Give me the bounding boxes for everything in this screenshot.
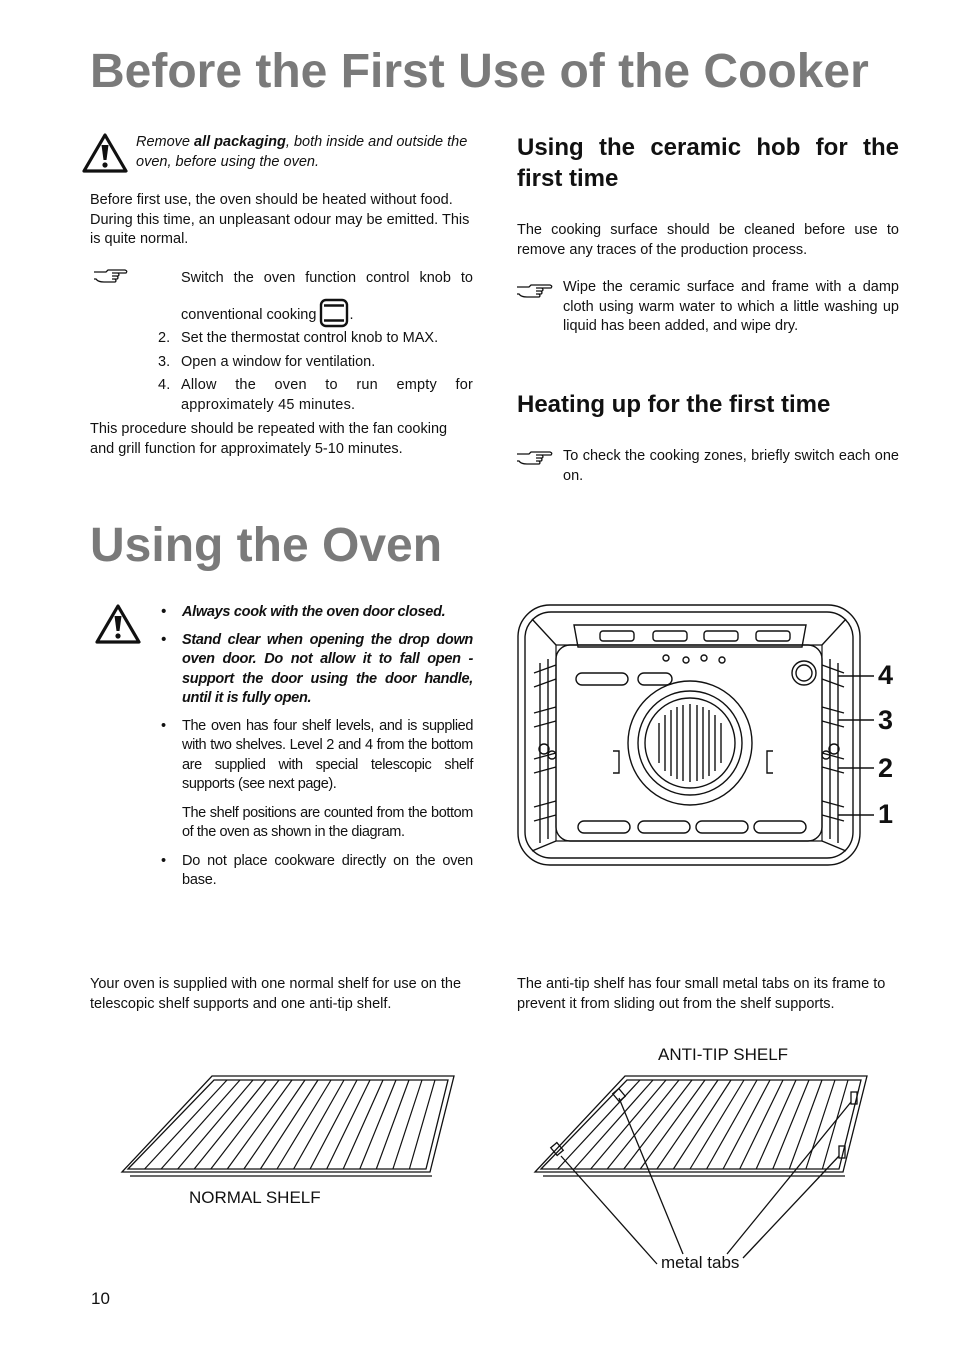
shelf-wire xyxy=(690,1080,744,1169)
step-4: 4. Allow the oven to run empty for approximately 45 minutes. xyxy=(158,377,473,413)
page-title-first-use: Before the First Use of the Cooker xyxy=(90,45,869,98)
bullet-cookware: • Do not place cookware directly on the oven base. xyxy=(161,852,473,888)
shelf-wire xyxy=(227,1080,292,1169)
ceramic-hob-body: The cooking surface should be cleaned before use to remove any traces of the production process. xyxy=(517,222,899,258)
pointing-hand-icon xyxy=(515,282,555,302)
shelf-wire xyxy=(393,1080,422,1169)
step-1-line1: Switch the oven function control knob to xyxy=(181,270,473,286)
shelf-wire xyxy=(806,1080,835,1169)
antitip-shelf-description: The anti-tip shelf has four small metal tabs on its frame to prevent it from sliding out from the shelf supports. xyxy=(517,976,886,1012)
bullet-door-closed: • Always cook with the oven door closed. xyxy=(161,604,446,620)
shelf-wire xyxy=(773,1080,809,1169)
shelf-wire xyxy=(409,1080,435,1169)
bullet-stand-clear: • Stand clear when opening the drop down oven door. Do not allow it to fall open - support the door using the door handle, until it is fully open. xyxy=(161,631,473,706)
normal-shelf-description: Your oven is supplied with one normal shelf for use on the telescopic shelf supports and one anti-tip shelf. xyxy=(90,976,462,1012)
shelf-level-4: 4 xyxy=(878,660,894,690)
shelf-wire xyxy=(657,1080,718,1169)
step-3: 3. Open a window for ventilation. xyxy=(158,353,376,370)
shelf-wire xyxy=(294,1080,344,1169)
ceramic-hob-tip: Wipe the ceramic surface and frame with a damp cloth using warm water to which a little washing up liquid has been added, and wipe dry. xyxy=(563,279,899,334)
antitip-shelf-label: ANTI-TIP SHELF xyxy=(658,1045,789,1064)
step-2: 2. Set the thermostat control knob to MAX. xyxy=(158,330,439,346)
shelf-level-1: 1 xyxy=(878,799,894,829)
shelf-wire xyxy=(277,1080,331,1169)
shelf-level-2: 2 xyxy=(878,753,894,783)
pointing-hand-icon xyxy=(515,449,555,469)
shelf-wire xyxy=(789,1080,822,1169)
shelf-wire xyxy=(194,1080,266,1169)
oven-safety-list xyxy=(160,603,473,891)
shelf-wire xyxy=(707,1080,757,1169)
heating-up-tip: To check the cooking zones, briefly switch each one on. xyxy=(563,448,899,484)
ceramic-hob-heading: Using the ceramic hob for the first time xyxy=(517,134,899,192)
shelf-wire xyxy=(822,1080,848,1169)
page-title-using-oven: Using the Oven xyxy=(90,519,443,572)
first-use-steps-cont xyxy=(90,329,473,415)
shelf-wire xyxy=(640,1080,705,1169)
shelf-wire xyxy=(376,1080,409,1169)
shelf-wire xyxy=(360,1080,396,1169)
warning-triangle-icon xyxy=(95,604,141,644)
warning-triangle-icon xyxy=(82,133,128,173)
antitip-shelf-illustration xyxy=(533,1072,873,1277)
bullet-shelf-levels: • The oven has four shelf levels, and is supplied with two shelves. Level 2 and 4 from the bottom are supplied with special telescopic shelf supports (see next page). xyxy=(161,717,473,792)
page-number: 10 xyxy=(91,1289,110,1308)
normal-shelf-label: NORMAL SHELF xyxy=(189,1188,321,1207)
heating-up-heading: Heating up for the first time xyxy=(517,391,831,418)
step-1-body xyxy=(181,269,473,321)
shelf-positions-note: The shelf positions are counted from the bottom of the oven as shown in the diagram. xyxy=(182,804,473,840)
step-1-line2: conventional cooking . xyxy=(181,298,473,335)
shelf-wire xyxy=(244,1080,305,1169)
shelf-level-3: 3 xyxy=(878,705,894,735)
repeat-note: This procedure should be repeated with the fan cooking and grill function for approximately 5-10 minutes. xyxy=(90,421,448,457)
first-use-intro: Before first use, the oven should be heated without food. During this time, an unpleasant odour may be emitted. This is quite normal. xyxy=(90,192,470,247)
packaging-warning: Remove all packaging, both inside and outside the oven, before using the oven. xyxy=(136,134,468,170)
oven-diagram xyxy=(516,603,906,874)
metal-tabs-label: metal tabs xyxy=(661,1253,740,1272)
normal-shelf-illustration xyxy=(120,1072,456,1187)
